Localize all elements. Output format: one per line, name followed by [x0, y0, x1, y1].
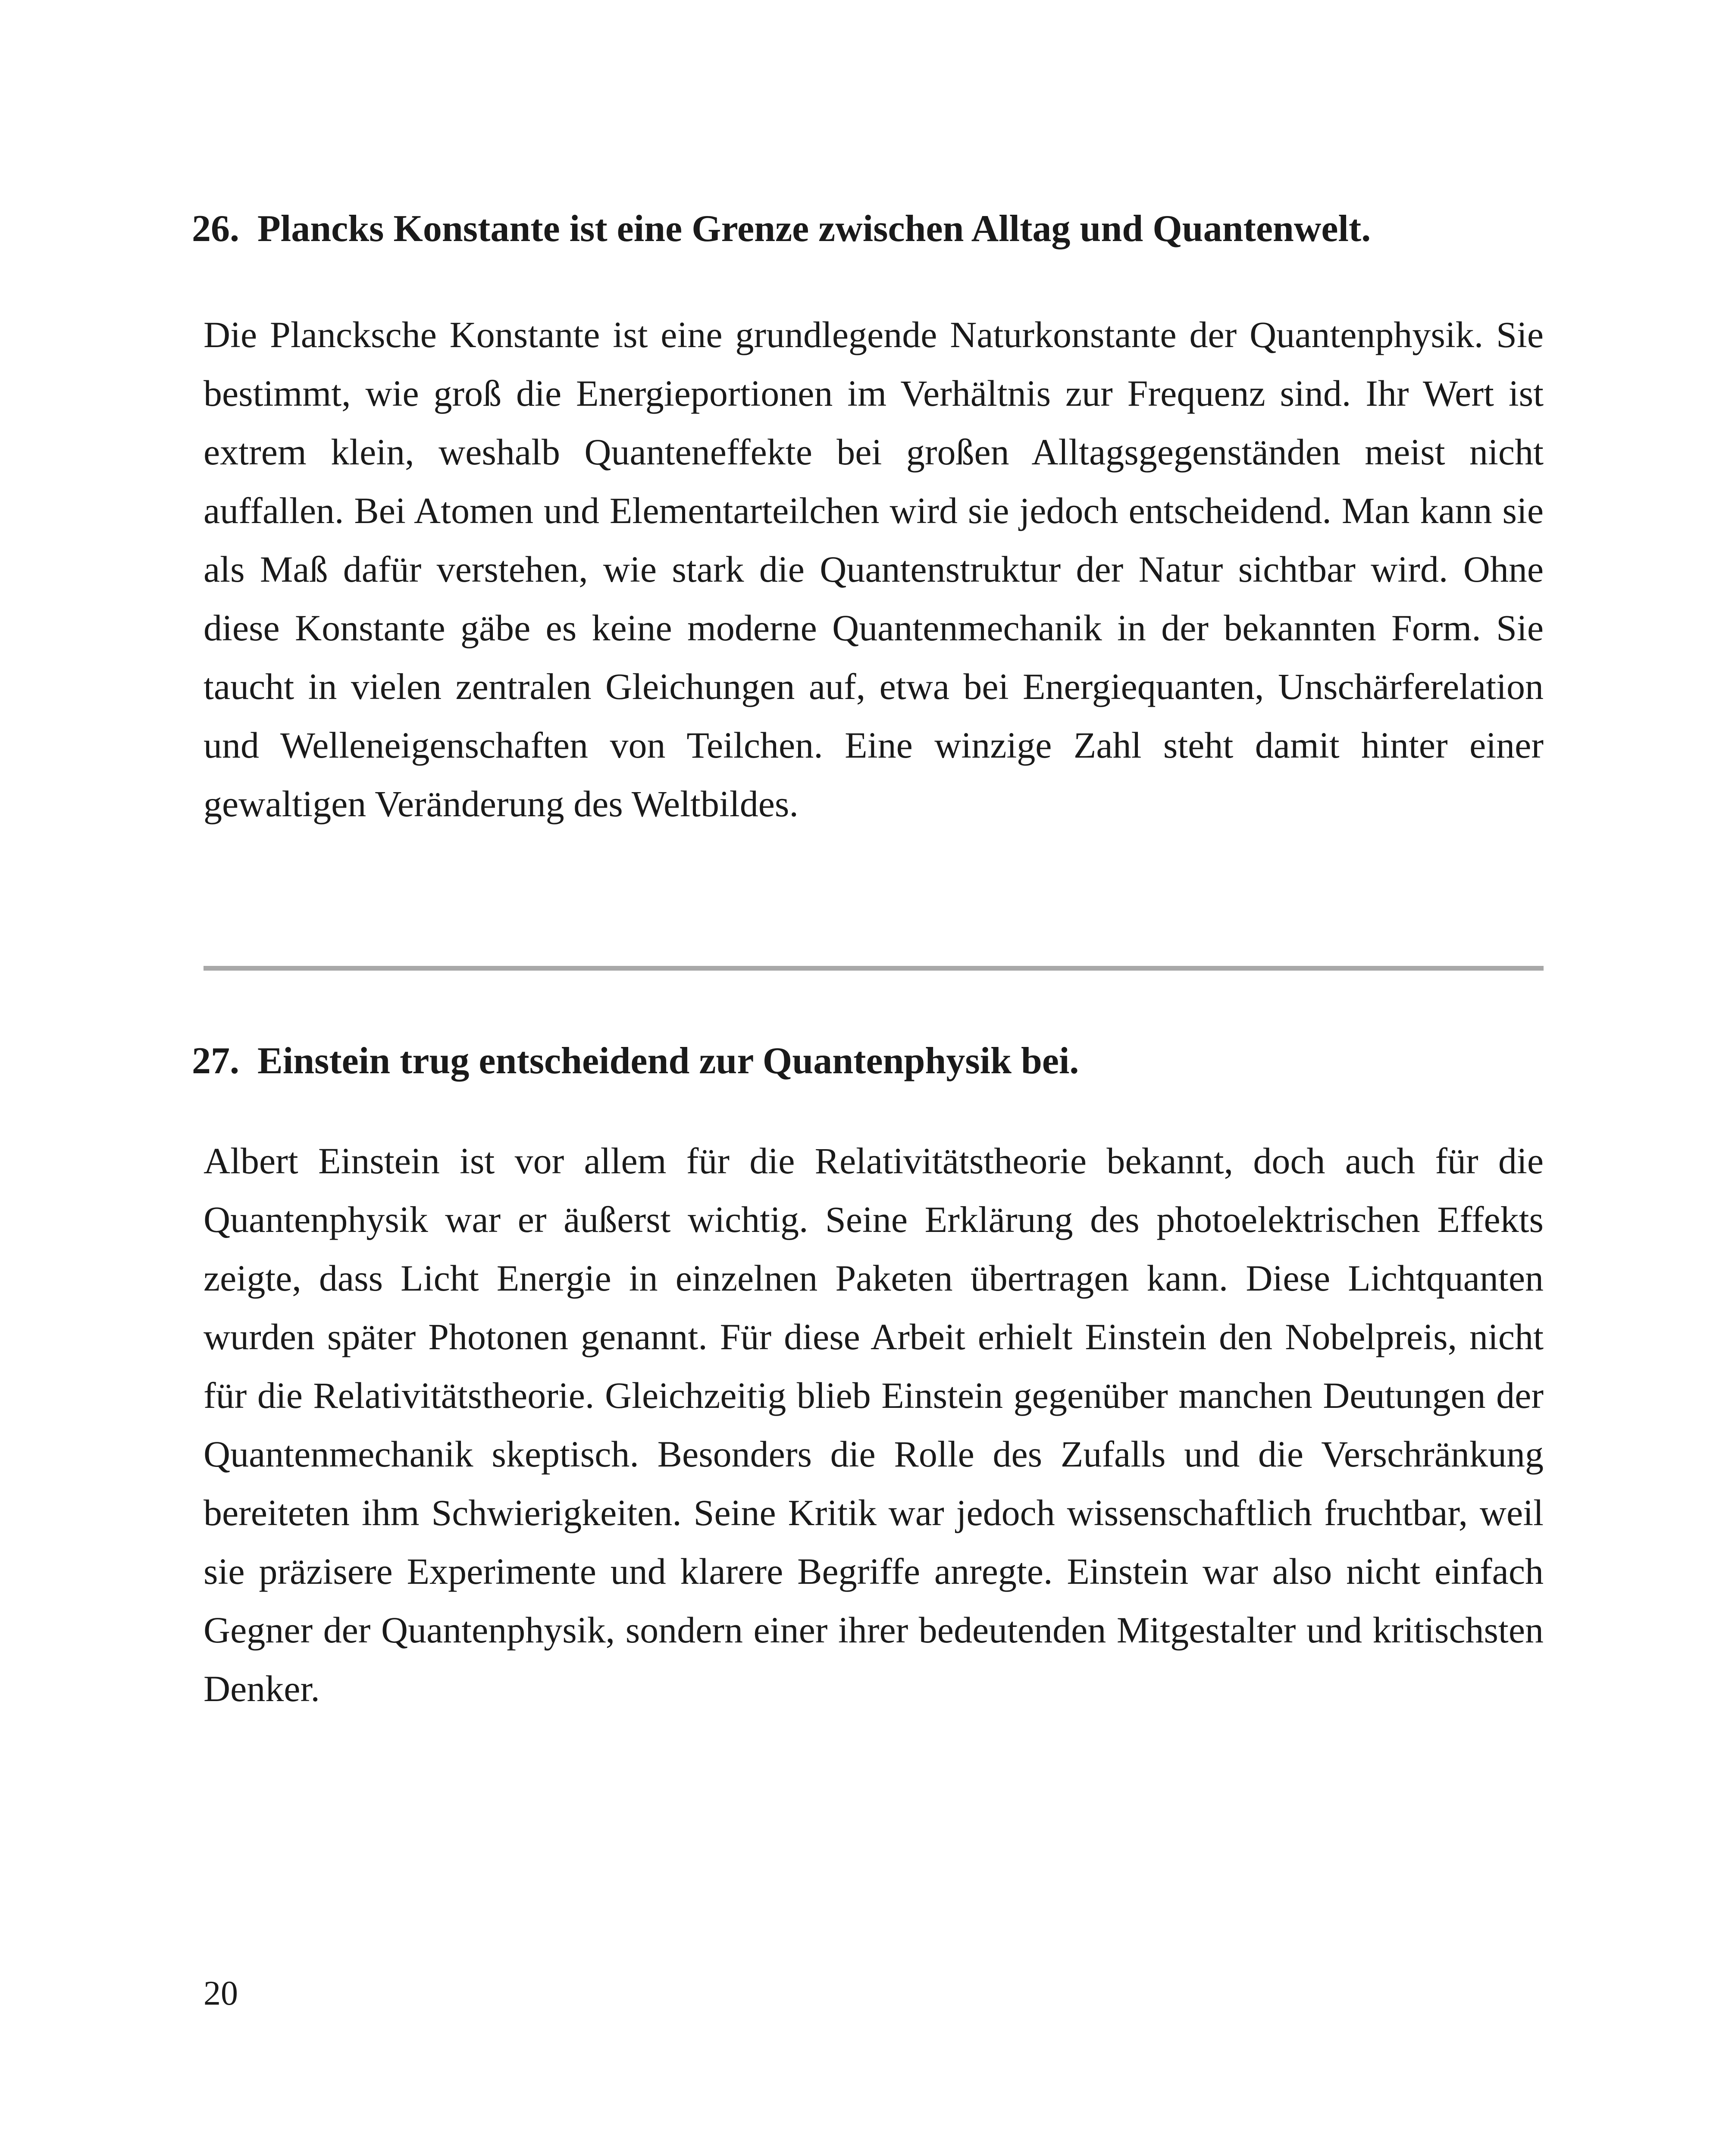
section-27-body: Albert Einstein ist vor allem für die Relativitätstheorie bekannt, doch auch für die Quantenphysik war er äußerst wichtig. Seine Erklärung des photoelektrischen Effekts zeigte, dass Licht Energie in einzelnen Paketen übertragen kann. Diese Lichtquanten wurden später Photonen genannt. Für diese Arbeit erhielt Einstein den Nobelpreis, nicht für die Relativitätstheorie. Gleichzeitig blieb Einstein gegenüber manchen Deutungen der Quantenmechanik skeptisch. Besonders die Rolle des Zufalls und die Verschränkung bereiteten ihm Schwierigkeiten. Seine Kritik war jedoch wissenschaftlich fruchtbar, weil sie präzisere Experimente und klarere Begriffe anregte. Einstein war also nicht einfach Gegner der Quantenphysik, sondern einer ihrer bedeutenden Mitgestalter und kritischsten Denker.: [204, 1140, 1544, 1709]
section-26-heading: [192, 206, 1550, 252]
section-27-title: Einstein trug entscheidend zur Quantenphysik bei.: [257, 1040, 1079, 1082]
section-27-number: 27.: [192, 1040, 239, 1082]
section-27-heading: [192, 1038, 1550, 1084]
section-26-number: 26.: [192, 208, 239, 250]
section-divider: [204, 966, 1544, 971]
page-number: 20: [204, 1974, 238, 2012]
section-26-body: Die Plancksche Konstante ist eine grundlegende Naturkonstante der Quantenphysik. Sie bestimmt, wie groß die Energieportionen im Verhältnis zur Frequenz sind. Ihr Wert ist extrem klein, weshalb Quanteneffekte bei großen Alltagsgegenständen meist nicht auffallen. Bei Atomen und Elementarteilchen wird sie jedoch entscheidend. Man kann sie als Maß dafür verstehen, wie stark die Quantenstruktur der Natur sichtbar wird. Ohne diese Konstante gäbe es keine moderne Quantenmechanik in der bekannten Form. Sie taucht in vielen zentralen Gleichungen auf, etwa bei Energiequanten, Unschärferelation und Welleneigenschaften von Teilchen. Eine winzige Zahl steht damit hinter einer gewaltigen Veränderung des Weltbildes.: [204, 314, 1544, 824]
section-26-title: Plancks Konstante ist eine Grenze zwischen Alltag und Quantenwelt.: [257, 208, 1371, 250]
